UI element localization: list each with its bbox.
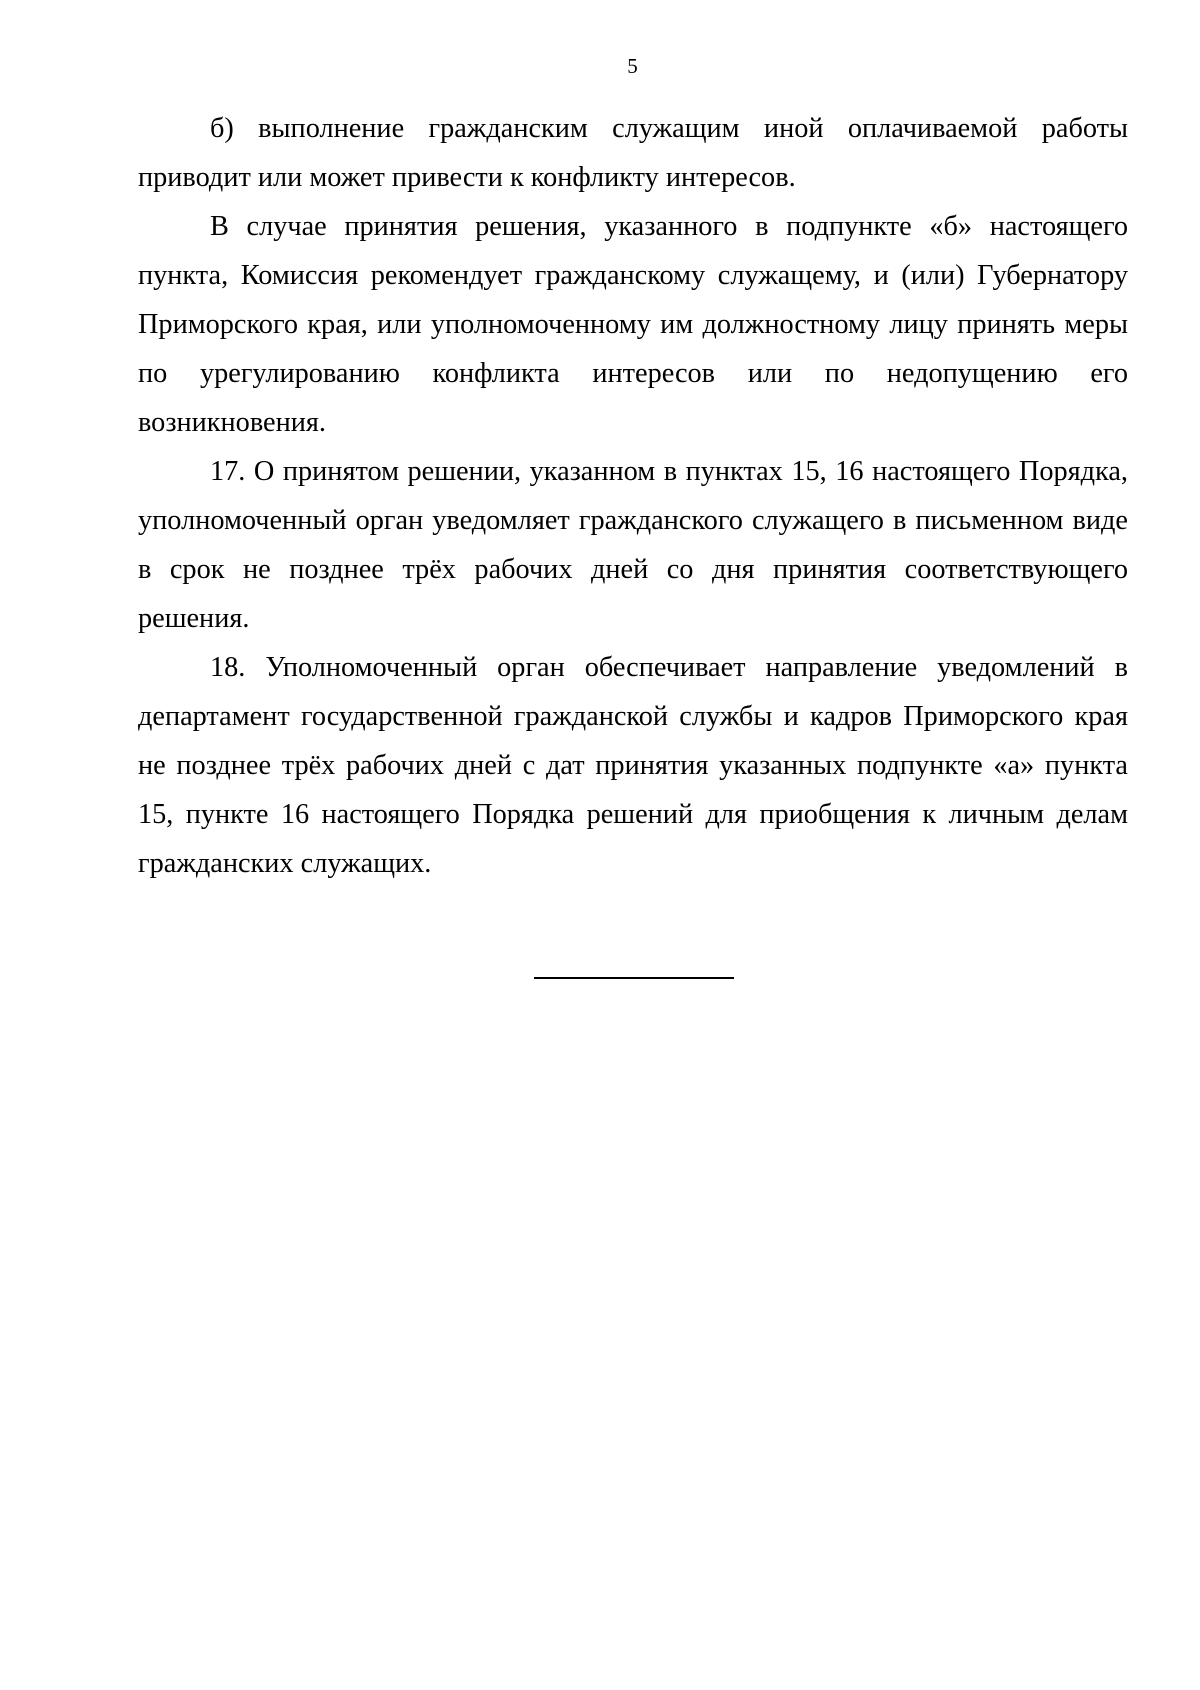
paragraph-16b: б) выполнение гражданским служащим иной оплачиваемой работы приводит или может привести к конфликту интересов. xyxy=(138,113,1128,193)
page-number: 5 xyxy=(627,54,638,78)
paragraph-18: 18. Уполномоченный орган обеспечивает направление уведомлений в департамент государственной гражданской службы и кадров Приморского края не позднее трёх рабочих дней с дат принятия указанных подпункте «а» пункта 15, пункте 16 настоящего Порядка решений для приобщения к личным делам гражданских служащих. xyxy=(138,652,1128,879)
document-body xyxy=(138,104,1128,888)
paragraph-17: 17. О принятом решении, указанном в пунктах 15, 16 настоящего Порядка, уполномоченный орган уведомляет гражданского служащего в письменном виде в срок не позднее трёх рабочих дней со дня принятия соответствующего решения. xyxy=(138,456,1128,634)
end-divider xyxy=(534,977,734,979)
paragraph-16-decision: В случае принятия решения, указанного в подпункте «б» настоящего пункта, Комиссия рекомендует гражданскому служащему, и (или) Губернатору Приморского края, или уполномоченному им должностному лицу принять меры по урегулированию конфликта интересов или по недопущению его возникновения. xyxy=(138,211,1128,438)
